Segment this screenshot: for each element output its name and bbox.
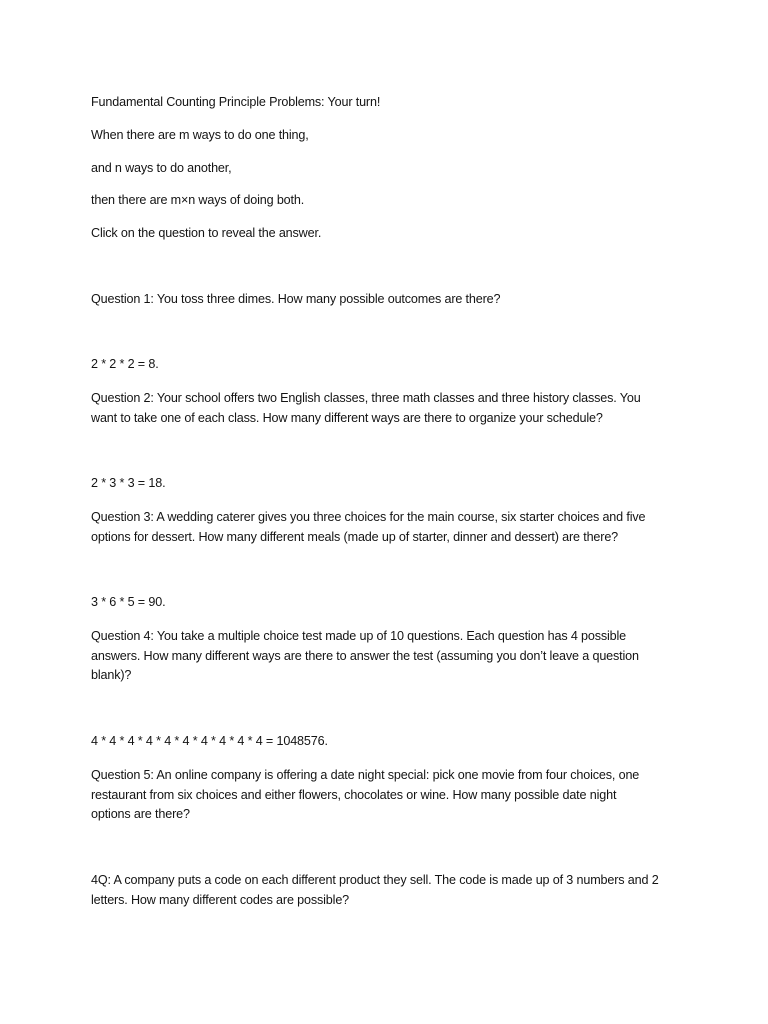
answer-4: 4 * 4 * 4 * 4 * 4 * 4 * 4 * 4 * 4 * 4 = 1048576. [91,734,328,748]
intro-instruction: Click on the question to reveal the answer. [91,226,322,240]
document-title: Fundamental Counting Principle Problems: Your turn! [91,95,381,109]
question-3-cont[interactable]: options for dessert. How many different meals (made up of starter, dinner and dessert) are there? [91,530,619,544]
question-4[interactable]: Question 4: You take a multiple choice test made up of 10 questions. Each question has 4 possible [91,629,627,643]
question-4-cont[interactable]: answers. How many different ways are there to answer the test (assuming you don’t leave a question [91,649,639,663]
intro-line: and n ways to do another, [91,161,232,175]
question-4-cont[interactable]: blank)? [91,668,132,682]
intro-line: then there are m×n ways of doing both. [91,193,305,207]
question-1[interactable]: Question 1: You toss three dimes. How many possible outcomes are there? [91,292,501,306]
answer-2: 2 * 3 * 3 = 18. [91,476,166,490]
question-2[interactable]: Question 2: Your school offers two English classes, three math classes and three history classes. You [91,391,641,405]
question-6-cont[interactable]: letters. How many different codes are possible? [91,893,350,907]
answer-3: 3 * 6 * 5 = 90. [91,595,166,609]
answer-1: 2 * 2 * 2 = 8. [91,357,159,371]
question-5-cont[interactable]: restaurant from six choices and either flowers, chocolates or wine. How many possible date night [91,788,617,802]
question-5-cont[interactable]: options are there? [91,807,190,821]
question-3[interactable]: Question 3: A wedding caterer gives you three choices for the main course, six starter choices and five [91,510,646,524]
question-6[interactable]: 4Q: A company puts a code on each different product they sell. The code is made up of 3 numbers and 2 [91,873,659,887]
question-5[interactable]: Question 5: An online company is offering a date night special: pick one movie from four choices, one [91,768,640,782]
question-2-cont[interactable]: want to take one of each class. How many different ways are there to organize your schedule? [91,411,603,425]
intro-line: When there are m ways to do one thing, [91,128,309,142]
